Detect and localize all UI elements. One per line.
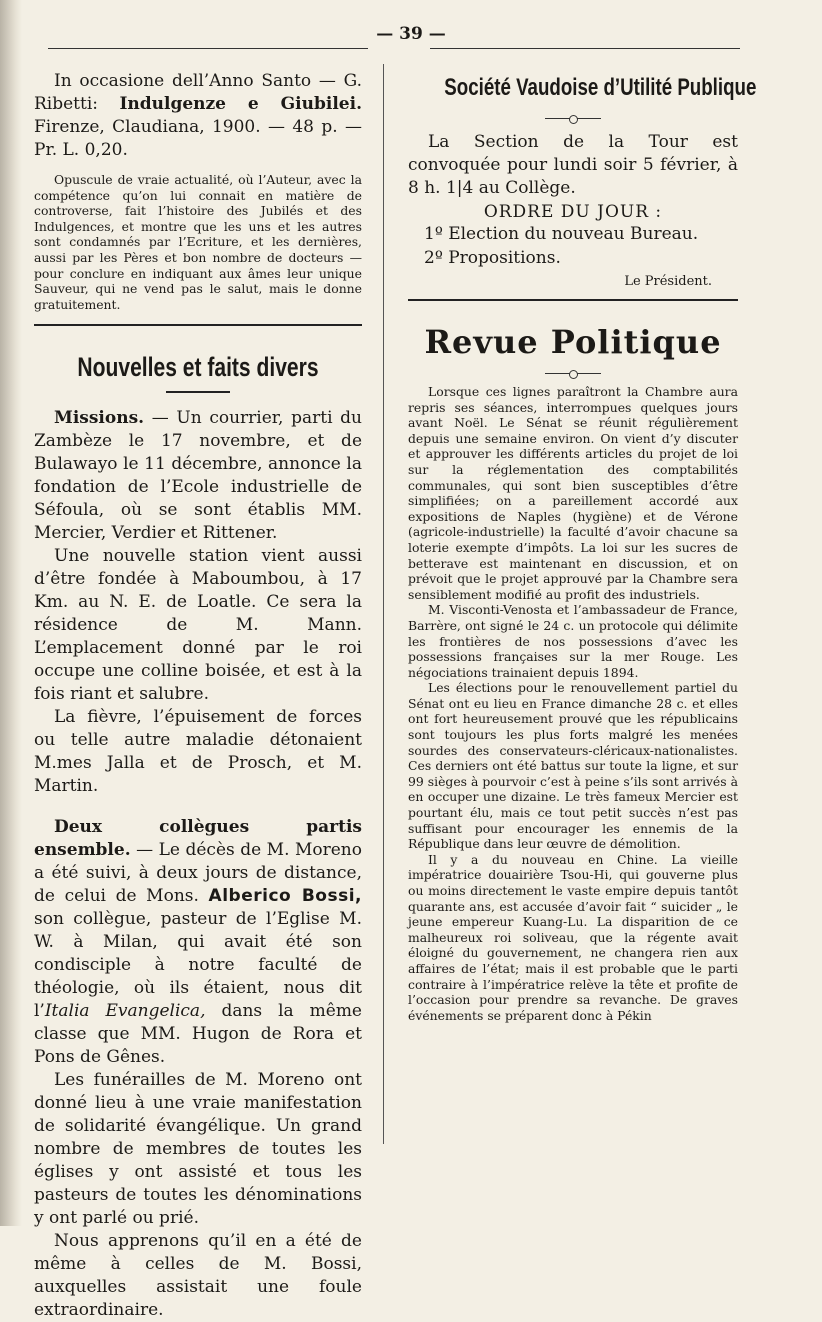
page-number: — 39 — <box>376 24 446 44</box>
missions-text-1: — Un courrier, parti du Zambèze le 17 novembre, et de Bulawayo le 11 décembre, annonce la fondation de l’Ecole industrielle de Séfoula, où se sont établis MM. Mercier, Verdier et Rittener. <box>34 408 362 544</box>
book-notice-title: Indulgenze e Giubilei. <box>119 94 362 114</box>
revue-ornament <box>545 373 601 374</box>
missions-paragraph-2: Une nouvelle station vient aussi d’être fondée à Maboumbou, à 17 Km. au N. E. de Loatle. Ce sera la résidence de M. Mann. L’emplacement donné par le roi occupe une colline boisée, et est à la fois riant et salubre. <box>34 546 362 705</box>
collegues-lead: Deux collègues partis ensemble. <box>34 817 362 861</box>
column-divider <box>383 64 384 1144</box>
missions-lead: Missions. <box>54 408 145 429</box>
collegues-text-1a: — Le décès de M. Moreno a été suivi, à deux jours de distance, de celui de Mons. <box>34 840 362 907</box>
book-notice-publisher: Firenze, Claudiana, 1900. — 48 p. — Pr. L. 0,20. <box>34 117 362 160</box>
collegues-journal: Italia Evangelica, <box>44 1001 206 1022</box>
ornament-dot <box>569 115 578 124</box>
ornament-dot <box>569 370 578 379</box>
revue-paragraph-4: Il y a du nouveau en Chine. La vieille impératrice douairière Tsou-Hi, qui gouverne plus ou moins directement le vaste empire depuis tantôt quarante ans, est accusée d’avoir fait “ suicider „ le jeune empereur Kuang-Lu. La disparition de ce malheureux roi soliveau, que la régente avait éloigné du gouvernement, ne changera rien aux affaires de l’état; mais il est probable que le parti contraire à l’impératrice relève la tête et profite de l’occasion pour prendre sa revanche. De graves événements se préparent donc à Pékin <box>408 851 738 1023</box>
societe-item-1: 1º Election du nouveau Bureau. <box>424 224 699 244</box>
header-rule-left <box>48 48 368 49</box>
revue-paragraph-3: Les élections pour le renouvellement partiel du Sénat ont eu lieu en France dimanche 28 c. et elles ont fort heureusement prouvé que les républicains sont toujours les plus forts malgré les menées sourdes des conservateurs-cléricaux-nationalistes. Ces derniers ont été battus sur toute la ligne, et sur 99 sièges à pourvoir c’est à peine s’ils sont arrivés à en occuper une dizaine. Le très fameux Mercier est pourtant élu, mais ce tout petit succès n’est pas suffisant pour encourager les ennemis de la République dans leur œuvre de démolition. <box>408 680 738 852</box>
societe-ordre: ORDRE DU JOUR : <box>483 202 663 222</box>
page-edge-shadow <box>0 0 22 1226</box>
book-notice-citation <box>34 70 362 162</box>
article-collegues <box>34 816 362 1322</box>
collegues-paragraph-3: Nous apprenons qu’il en a été de même à celles de M. Bossi, auxquelles assistait une foule extraordinaire. <box>34 1231 362 1321</box>
article-missions <box>34 407 362 798</box>
section-rule-right <box>408 299 738 301</box>
revue-body <box>408 384 738 1023</box>
collegues-text-1c: dans la même classe que MM. Hugon de Rora et Pons de Gênes. <box>34 1001 362 1068</box>
book-notice <box>34 70 362 312</box>
book-notice-description: Opuscule de vraie actualité, où l’Auteur, avec la compétence qu’on lui connait en matière de controverse, fait l’histoire des Jubilés et des Indulgences, et montre que les uns et les autres sont condamnés par l’Ecriture, et les dernières, aussi par les Pères et bon nombre de docteurs — pour conclure en indiquant aux âmes leur unique Sauveur, qui ne vend pas le salut, mais le donne gratuitement. <box>34 172 362 312</box>
missions-paragraph-3: La fièvre, l’épuisement de forces ou telle autre maladie détonaient M.mes Jalla et de Prosch, et M. Martin. <box>34 707 362 797</box>
societe-body: La Section de la Tour est convoquée pour lundi soir 5 février, à 8 h. 1|4 au Collège. <box>408 132 738 198</box>
section-title: Nouvelles et faits divers <box>77 352 319 383</box>
left-column <box>34 70 362 1322</box>
header-rule-right <box>430 48 740 49</box>
societe-title: Société Vaudoise d’Utilité Publique <box>444 74 757 101</box>
missions-paragraph-1 <box>34 407 362 545</box>
societe-item-2: 2º Propositions. <box>424 248 561 268</box>
revue-paragraph-1: Lorsque ces lignes paraîtront la Chambre aura repris ses séances, interrompues quelques jours avant Noël. Le Sénat se réunit régulièrement depuis une semaine environ. On vient d’y discuter et approuver les différents articles du projet de loi sur la réglementation des comptabilités communales, qui sont bien susceptibles d’être simplifiées; on a pareillement accordé aux expositions de Naples (hygiène) et de Vérone (agricole-industrielle) la faculté d’avoir chacune sa loterie exempte d’impôts. La loi sur les sucres de betterave est maintenant en discussion, et on prévoit que le projet approuvé par la Chambre sera sensiblement modifié au profit des industriels. <box>408 384 738 602</box>
societe-signature: Le Président. <box>624 274 712 289</box>
title-ornament <box>166 391 230 393</box>
book-notice-intro: In occasione dell’Anno Santo — G. Ribetti: <box>34 71 362 114</box>
revue-title: Revue Politique <box>424 323 722 361</box>
right-column <box>408 70 757 1023</box>
revue-paragraph-2: M. Visconti-Venosta et l’ambassadeur de France, Barrère, ont signé le 24 c. un protocole qui délimite les frontières de nos possessions d’avec les possessions françaises sur la mer Rouge. Les négociations trainaient depuis 1894. <box>408 602 738 680</box>
collegues-name: Alberico Bossi, <box>208 886 363 907</box>
societe-ornament <box>545 118 601 119</box>
section-rule <box>34 324 362 326</box>
collegues-paragraph-2: Les funérailles de M. Moreno ont donné lieu à une vraie manifestation de solidarité évangélique. Un grand nombre de membres de toutes les églises y ont assisté et tous les pasteurs de toutes les dénominations y ont parlé ou prié. <box>34 1070 362 1229</box>
collegues-text-1b: son collègue, pasteur de l’Eglise M. W. à Milan, qui avait été son condisciple à notre faculté de théologie, où ils étaient, nous dit l’ <box>34 909 362 1022</box>
societe-notice <box>408 74 757 289</box>
collegues-paragraph-1 <box>34 816 362 1069</box>
